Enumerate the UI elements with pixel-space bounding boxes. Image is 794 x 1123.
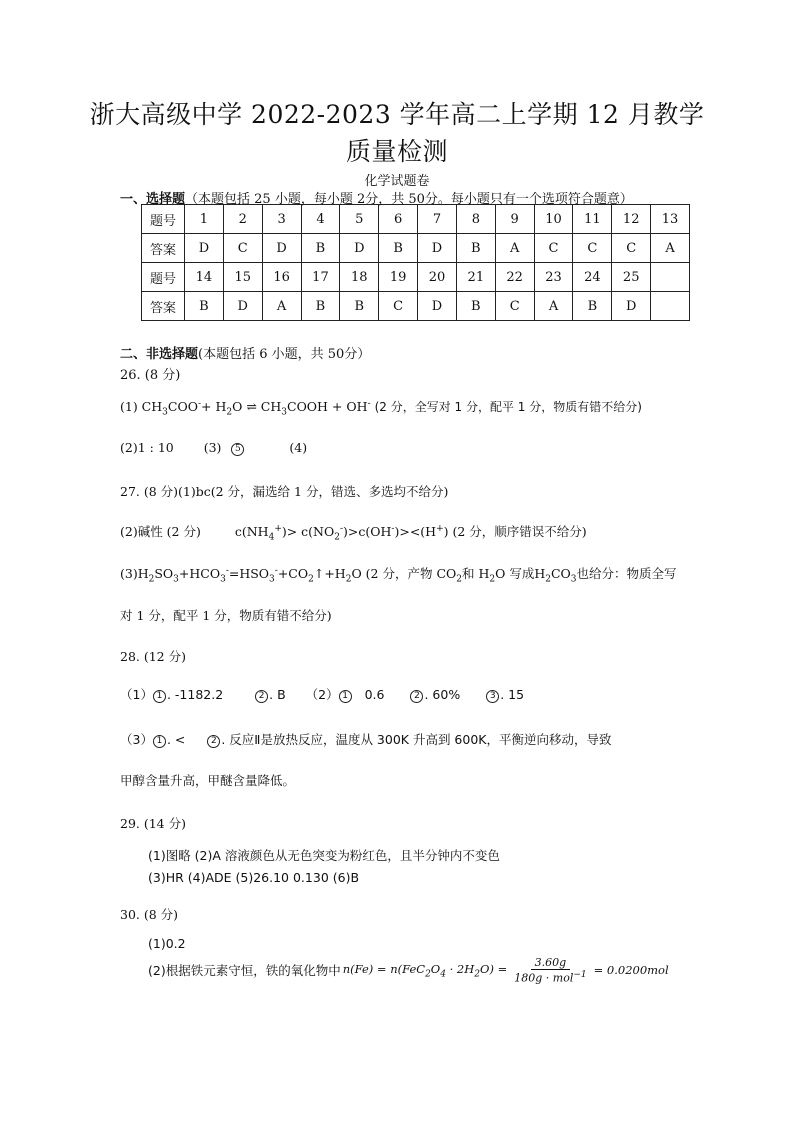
answer-table-cell: 18 — [340, 263, 379, 292]
answer-table-cell: 2 — [223, 205, 262, 234]
answer-table-cell: D — [340, 234, 379, 263]
answer-table-row — [142, 292, 690, 321]
q30-heading: 30. (8 分) — [120, 907, 179, 922]
q30-line2: (2)根据铁元素守恒，铁的氧化物中 $n(Fe) = n(FeC_2O_4 \cdot 2H_2O)$ = $\frac{3.60g}{180g \cdot mol^{-1}}$ = 0.0200mol — [148, 956, 669, 985]
q28-heading: 28. (12 分) — [120, 649, 186, 664]
fraction: $\frac{3.60g}{180g \cdot mol^{-1}}$ — [514, 956, 587, 985]
answer-table-cell: D — [418, 234, 457, 263]
answer-table-row-header: 答案 — [142, 234, 185, 263]
answer-table-cell: D — [612, 292, 651, 321]
answer-table-cell: 6 — [379, 205, 418, 234]
answer-table-cell: 5 — [340, 205, 379, 234]
answer-table-cell: C — [495, 292, 534, 321]
answer-table-cell: A — [495, 234, 534, 263]
answer-table-cell: C — [379, 292, 418, 321]
answer-table-cell: 21 — [456, 263, 495, 292]
answer-table-cell: 3 — [262, 205, 301, 234]
q26-part1: (1) $CH_3COO^-+ H_2O$ ⇌ $CH_3COOH + OH^-$ (2 分，全写对 1 分，配平 1 分，物质有错不给分) — [120, 398, 642, 418]
answer-table — [141, 204, 690, 321]
answer-table-row — [142, 234, 690, 263]
answer-table-row — [142, 263, 690, 292]
circled-number: 5 — [231, 443, 244, 456]
doc-subtitle: 化学试题卷 — [364, 174, 430, 189]
q29-line2: (3)HR (4)ADE (5)26.10 0.130 (6)B — [148, 870, 360, 885]
answer-table-cell: A — [534, 292, 573, 321]
answer-table-cell: A — [651, 234, 690, 263]
answer-table-cell: 13 — [651, 205, 690, 234]
answer-table-row — [142, 205, 690, 234]
formula: $n(Fe) = n(FeC_2O_4 \cdot 2H_2O)$ = — [342, 961, 508, 979]
answer-table-row-header: 题号 — [142, 205, 185, 234]
answer-table-cell: 19 — [379, 263, 418, 292]
q30-line1: (1)0.2 — [148, 936, 186, 951]
answer-table-cell: 10 — [534, 205, 573, 234]
answer-table-cell: 4 — [301, 205, 340, 234]
answer-table-cell: 17 — [301, 263, 340, 292]
answer-table-cell: 8 — [456, 205, 495, 234]
q26-part2: (2)1 : 10 (3) 5 (4) — [120, 440, 308, 455]
answer-table-cell: 16 — [262, 263, 301, 292]
q28-line1: （1） 1 . -1182.2 2 . B （2） 1 0.6 2 . 60% 3 . 15 — [120, 687, 525, 702]
section2-desc: (本题包括 6 小题，共 50分） — [198, 347, 371, 362]
answer-table-cell: 11 — [573, 205, 612, 234]
answer-table-cell: D — [223, 292, 262, 321]
q28-line2: （3） 1 . < 2 . 反应Ⅱ是放热反应，温度从 300K 升高到 600K，平衡逆向移动，导致 — [120, 732, 612, 747]
answer-table-cell: C — [223, 234, 262, 263]
answer-table-row-header: 答案 — [142, 292, 185, 321]
doc-title-line1: 浙大高级中学 2022-2023 学年高二上学期 12 月教学 — [89, 100, 705, 129]
answer-table-cell: D — [418, 292, 457, 321]
answer-table-cell: C — [612, 234, 651, 263]
answer-table-cell: B — [301, 292, 340, 321]
q29-line1: (1)图略 (2)A 溶液颜色从无色突变为粉红色，且半分钟内不变色 — [148, 848, 500, 863]
q27-line1: 27. (8 分)(1)bc(2 分，漏选给 1 分，错选、多选均不给分) — [120, 484, 449, 499]
q26-heading: 26. (8 分) — [120, 368, 181, 383]
answer-table-cell: 23 — [534, 263, 573, 292]
answer-table-cell: D — [185, 234, 224, 263]
answer-table-cell: B — [456, 234, 495, 263]
doc-title-line2: 质量检测 — [345, 137, 448, 166]
answer-table-cell: 25 — [612, 263, 651, 292]
section2-heading — [120, 343, 370, 362]
answer-table-cell: A — [262, 292, 301, 321]
q28-line3: 甲醇含量升高，甲醚含量降低。 — [120, 773, 296, 788]
answer-table-cell: 15 — [223, 263, 262, 292]
answer-table-cell: C — [534, 234, 573, 263]
answer-table-cell: 22 — [495, 263, 534, 292]
q27-line3: $(3)H_2SO_3+HCO_3^-=HSO_3^-+CO_2↑+H_2O$ (2 分，产物 $CO_2$和 $H_2O$ 写成$H_2CO_3$也给分：物质全写 — [120, 565, 677, 585]
answer-table-cell: B — [573, 292, 612, 321]
answer-table-cell: 7 — [418, 205, 457, 234]
section1-desc: （本题包括 25 小题，每小题 2分，共 50分。每小题只有一个选项符合题意） — [185, 192, 633, 207]
answer-table-cell: 20 — [418, 263, 457, 292]
answer-table-cell — [651, 292, 690, 321]
answer-table-cell: B — [185, 292, 224, 321]
answer-table-cell: B — [379, 234, 418, 263]
answer-table-cell: 14 — [185, 263, 224, 292]
section2-label: 二、非选择题 — [120, 347, 199, 362]
answer-table-row-header: 题号 — [142, 263, 185, 292]
section1-label: 一、选择题 — [120, 192, 186, 207]
answer-table-cell: 1 — [185, 205, 224, 234]
answer-table-cell: D — [262, 234, 301, 263]
answer-table-cell: C — [573, 234, 612, 263]
answer-table-cell: B — [456, 292, 495, 321]
answer-table-cell: 12 — [612, 205, 651, 234]
q27-line2: (2)碱性 (2 分) $c(NH_4^+)> c(NO_2^-)>c(OH^-)><(H^+)$ (2 分，顺序错误不给分) — [120, 523, 587, 543]
answer-table-cell: B — [340, 292, 379, 321]
answer-table-cell — [651, 263, 690, 292]
answer-table-cell: 24 — [573, 263, 612, 292]
answer-table-cell: 9 — [495, 205, 534, 234]
equilibrium-arrow: ⇌ — [246, 399, 257, 414]
answer-table-cell: B — [301, 234, 340, 263]
q29-heading: 29. (14 分) — [120, 816, 186, 831]
q27-line4: 对 1 分，配平 1 分，物质有错不给分) — [120, 608, 332, 623]
